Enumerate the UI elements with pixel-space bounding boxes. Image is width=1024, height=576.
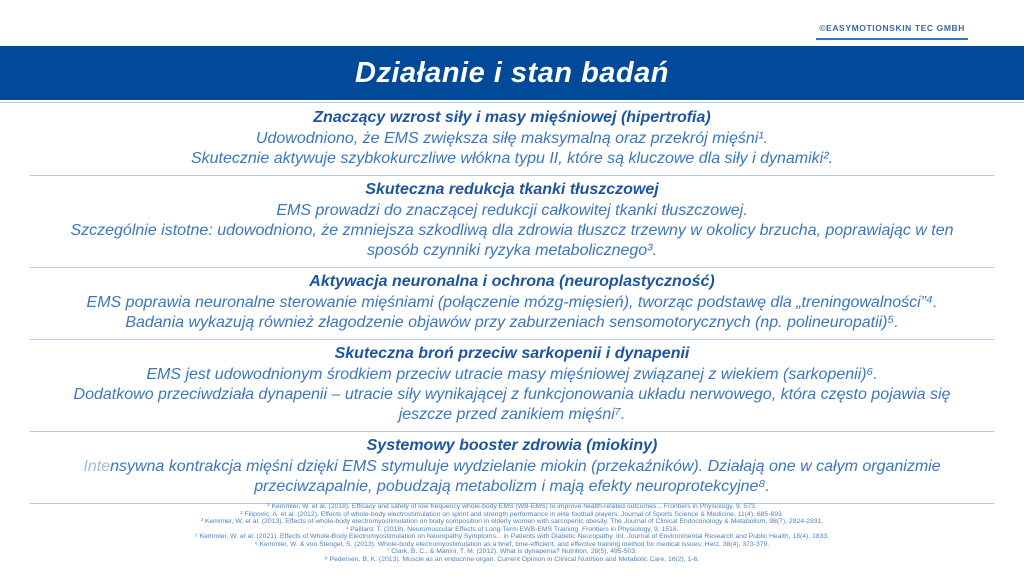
page-title: Działanie i stan badań (355, 56, 669, 89)
footnote: ⁶ Kemmler, W. & von Stengel, S. (2013). Whole-body electromyostimulation as a brief, time-efficient, and effective training method for medical issues. Herz, 38(4), 373-379. (254, 540, 770, 548)
slide-content (0, 104, 1024, 504)
section-line-text: nsywna kontrakcja mięśni dzięki EMS stymuluje wydzielanie miokin (przekaźników). Działają one w całym organizmie przeciwzapalnie, pobudzają metabolizm i mają efekty neuroprotekcyjne⁸. (110, 458, 941, 495)
footnote: ⁷ Clark, B. C., & Manini, T. M. (2012). What is dynapenia? Nutrition, 28(5), 495-503. (386, 548, 638, 555)
section-line: Skutecznie aktywuje szybkokurczliwe włókna typu II, które są kluczowe dla siły i dynamiki². (190, 150, 834, 167)
copyright-text: ©EASYMOTIONSKIN TEC GMBH (816, 23, 968, 40)
section-line: Udowodniono, że EMS zwiększa siłę maksymalną oraz przekrój mięśni¹. (255, 130, 769, 147)
section-line: Badania wykazują również złagodzenie objawów przy zaburzeniach sensomotorycznych (np. polineuropatii)⁵. (125, 314, 899, 331)
section-line: EMS prowadzi do znaczącej redukcji całkowitej tkanki tłuszczowej. (276, 202, 748, 219)
section-line: Szczególnie istotne: udowodniono, że zmniejsza szkodliwą dla zdrowia tłuszcz trzewny w okolicy brzucha, poprawiając w ten sposób czynniki ryzyka metabolicznego³. (70, 222, 954, 259)
footnote: ⁵ Kemmler, W. et al. (2021). Effects of Whole-Body Electromyostimulation on Neuropathy Symptoms... in Patients with Diabetic Neuropathy. Int. Journal of Environmental Research and Public Health, 18(4), 1833. (194, 533, 830, 540)
footnote: ² Filipovic, A. et al. (2012). Effects of whole-body electrostimulation on sprint and strength performance in elite football players. Journal of Sports Science & Medicine, 11(4), 685-693. (240, 510, 784, 518)
footnote: ¹ Kemmler, W. et al. (2018). Efficacy and safety of low frequency whole-body EMS (WB-EMS) to improve health-related outcomes... Frontiers in Physiology, 9, 573. (267, 503, 757, 510)
section-neuronal-activation (30, 268, 994, 340)
footnote: ⁸ Pedersen, B. K. (2013). Muscle as an endocrine organ. Current Opinion in Clinical Nutrition and Metabolic Care, 16(2), 1-6. (324, 555, 700, 563)
section-line: EMS poprawia neuronalne sterowanie mięśniami (połączenie mózg-mięsień), tworząc podstawę dla „treningowalności”⁴. (86, 294, 938, 311)
footnote: ⁴ Paillard, T. (2018). Neuromuscular Effects of Long-Term EWB-EMS Training. Frontiers in Physiology, 9, 1516. (345, 525, 679, 533)
section-line: Dodatkowo przeciwdziała dynapenii – utracie siły wynikającej z funkcjonowania układu nerwowego, która często pojawia się jeszcze przed zanikiem mięśni⁷. (73, 386, 951, 423)
section-line (57, 457, 967, 497)
section-heading: Skuteczna broń przeciw sarkopenii i dynapenii (334, 345, 690, 362)
faded-text-prefix: Inte (83, 458, 111, 475)
footnotes-block (0, 503, 1024, 563)
section-fat-reduction (30, 176, 994, 268)
section-heading: Systemowy booster zdrowia (miokiny) (366, 437, 658, 454)
section-heading: Skuteczna redukcja tkanki tłuszczowej (365, 181, 659, 198)
section-line: EMS jest udowodnionym środkiem przeciw utracie masy mięśniowej związanej z wiekiem (sarkopenii)⁶. (146, 366, 878, 383)
section-heading: Znaczący wzrost siły i masy mięśniowej (hipertrofia) (313, 109, 711, 126)
section-hypertrophy (30, 104, 994, 176)
title-bar-underline (0, 102, 1024, 103)
footnote: ³ Kemmler, W. et al. (2013). Effects of whole-body electromyostimulation on body composition in elderly women with sarcopenic obesity. The Journal of Clinical Endocrinology & Metabolism, 98(7), 2924-2931. (200, 518, 824, 525)
section-myokines (30, 432, 994, 504)
title-bar (0, 46, 1024, 100)
section-sarcopenia (30, 340, 994, 432)
section-heading: Aktywacja neuronalna i ochrona (neuroplastyczność) (309, 273, 715, 290)
